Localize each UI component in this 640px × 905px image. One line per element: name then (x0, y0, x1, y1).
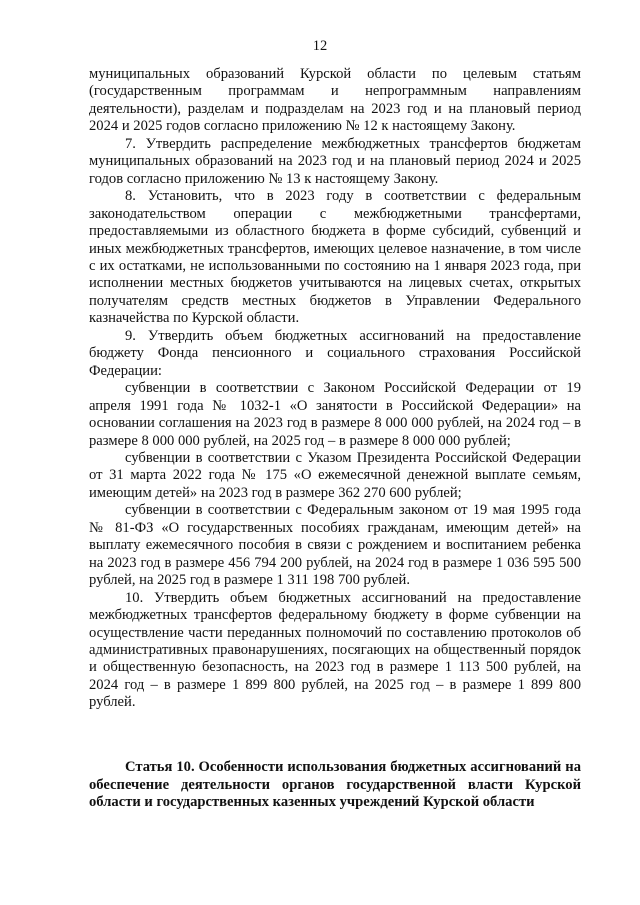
paragraph-item-8: 8. Установить, что в 2023 году в соответствии с федеральным законодательством операции с межбюджетными трансфертами, предоставляемыми из областного бюджета в форме субсидий, субвенций и иных межбюджетных трансфертов, имеющих целевое назначение, в том числе с их остатками, не использованными по состоянию на 1 января 2023 года, при исполнении местных бюджетов учитываются на лицевых счетах, открытых получателям средств местных бюджетов в Управлении Федерального казначейства по Курской области. (89, 188, 581, 327)
paragraph-subvention-child-benefits: субвенции в соответствии с Федеральным законом от 19 мая 1995 года № 81-ФЗ «О государственных пособиях гражданам, имеющим детей» на выплату ежемесячного пособия в связи с рождением и воспитанием ребенка на 2023 год в размере 456 794 200 рублей, на 2024 год в размере 1 036 595 500 рублей, на 2025 год в размере 1 311 198 700 рублей. (89, 502, 581, 589)
paragraph-item-7: 7. Утвердить распределение межбюджетных трансфертов бюджетам муниципальных образований на 2023 год и на плановый период 2024 и 2025 годов согласно приложению № 13 к настоящему Закону. (89, 135, 581, 187)
paragraph-item-9: 9. Утвердить объем бюджетных ассигнований на предоставление бюджету Фонда пенсионного и социального страхования Российской Федерации: (89, 327, 581, 379)
document-body (89, 66, 581, 712)
paragraph-continuation: муниципальных образований Курской области по целевым статьям (государственным программам и непрограммным направлениям деятельности), разделам и подразделам на 2023 год и на плановый период 2024 и 2025 годов согласно приложению № 12 к настоящему Закону. (89, 66, 581, 135)
paragraph-subvention-families: субвенции в соответствии с Указом Президента Российской Федерации от 31 марта 2022 года № 175 «О ежемесячной денежной выплате семьям, имеющим детей» на 2023 год в размере 362 270 600 рублей; (89, 449, 581, 501)
article-heading: Статья 10. Особенности использования бюджетных ассигнований на обеспечение деятельности органов государственной власти Курской области и государственных казенных учреждений Курской области (89, 759, 581, 811)
paragraph-subvention-employment: субвенции в соответствии с Законом Российской Федерации от 19 апреля 1991 года № 1032-1 «О занятости в Российской Федерации» на основании соглашения на 2023 год в размере 8 000 000 рублей, на 2024 год – в размере 8 000 000 рублей, на 2025 год – в размере 8 000 000 рублей; (89, 380, 581, 449)
page-number: 12 (312, 38, 328, 54)
paragraph-item-10: 10. Утвердить объем бюджетных ассигнований на предоставление межбюджетных трансфертов федеральному бюджету в форме субвенции на осуществление части переданных полномочий по составлению протоколов об административных правонарушениях, посягающих на общественный порядок и общественную безопасность, на 2023 год в размере 1 113 500 рублей, на 2024 год – в размере 1 899 800 рублей, на 2025 год – в размере 1 899 800 рублей. (89, 589, 581, 711)
